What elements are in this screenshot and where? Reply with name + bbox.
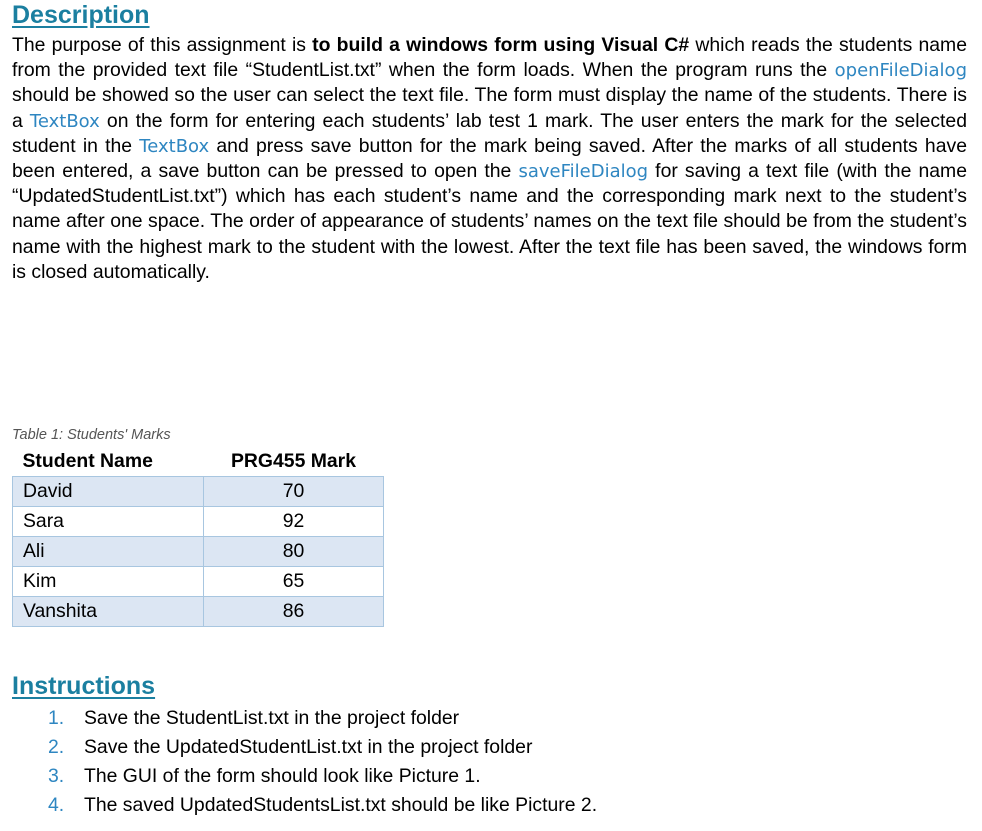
description-heading: Description — [12, 1, 150, 29]
student-name-cell: Kim — [13, 567, 204, 597]
list-text: The saved UpdatedStudentsList.txt should be like Picture 2. — [84, 794, 598, 816]
para-text-5: and press save button for the mark being saved. After the marks of all students have been entered, a save button can be pressed to open the — [12, 134, 967, 183]
save-file-dialog-term: saveFileDialog — [518, 161, 649, 183]
list-number: 3. — [48, 765, 65, 787]
table-row — [13, 597, 384, 627]
para-text-1: The purpose of this assignment is — [12, 34, 313, 56]
list-number: 1. — [48, 707, 65, 729]
instructions-heading: Instructions — [12, 672, 156, 700]
list-item — [48, 762, 597, 791]
header-student-name: Student Name — [13, 446, 204, 477]
open-file-dialog-term: openFileDialog — [834, 60, 967, 82]
table-caption: Table 1: Students' Marks — [12, 427, 171, 443]
para-text-6: for saving a text file (with the name “UpdatedStudentList.txt”) which has each student’s name and the corresponding mark next to the student’s name after one space. The order of appearance of students’ names on the text file should be from the student’s name with the highest mark to the student with the lowest. After the text file has been saved, the windows form is closed automatically. — [12, 160, 967, 283]
student-name-cell: Ali — [13, 537, 204, 567]
mark-cell: 70 — [204, 477, 384, 507]
table-row — [13, 477, 384, 507]
list-item — [48, 791, 597, 820]
instructions-list — [48, 704, 597, 820]
list-number: 4. — [48, 794, 65, 816]
table-row — [13, 537, 384, 567]
table-row — [13, 567, 384, 597]
para-bold-text: to build a windows form using Visual C# — [312, 34, 690, 56]
header-mark: PRG455 Mark — [204, 446, 384, 477]
table-header-row — [13, 446, 384, 477]
para-text-3: should be showed so the user can select the text file. The form must display the name of the students. There is a — [12, 84, 967, 132]
para-text-4: on the form for entering each students’ lab test 1 mark. The user enters the mark for the selected student in the — [12, 109, 968, 157]
mark-cell: 65 — [204, 567, 384, 597]
mark-cell: 92 — [204, 507, 384, 537]
list-item — [48, 733, 597, 762]
student-name-cell: Sara — [13, 507, 204, 537]
list-number: 2. — [48, 736, 65, 758]
student-name-cell: David — [13, 477, 204, 507]
list-text: Save the UpdatedStudentList.txt in the project folder — [84, 736, 533, 758]
para-text-2: which reads the students name from the provided text file “StudentList.txt” when the form loads. When the program runs the — [12, 34, 967, 82]
textbox-term: TextBox — [29, 110, 100, 132]
list-item — [48, 704, 597, 733]
table-row — [13, 507, 384, 537]
description-paragraph — [12, 33, 967, 285]
student-name-cell: Vanshita — [13, 597, 204, 627]
textbox-term-2: TextBox — [139, 135, 210, 157]
students-marks-table — [12, 446, 384, 627]
mark-cell: 86 — [204, 597, 384, 627]
mark-cell: 80 — [204, 537, 384, 567]
list-text: The GUI of the form should look like Picture 1. — [84, 765, 481, 787]
list-text: Save the StudentList.txt in the project folder — [84, 707, 460, 729]
